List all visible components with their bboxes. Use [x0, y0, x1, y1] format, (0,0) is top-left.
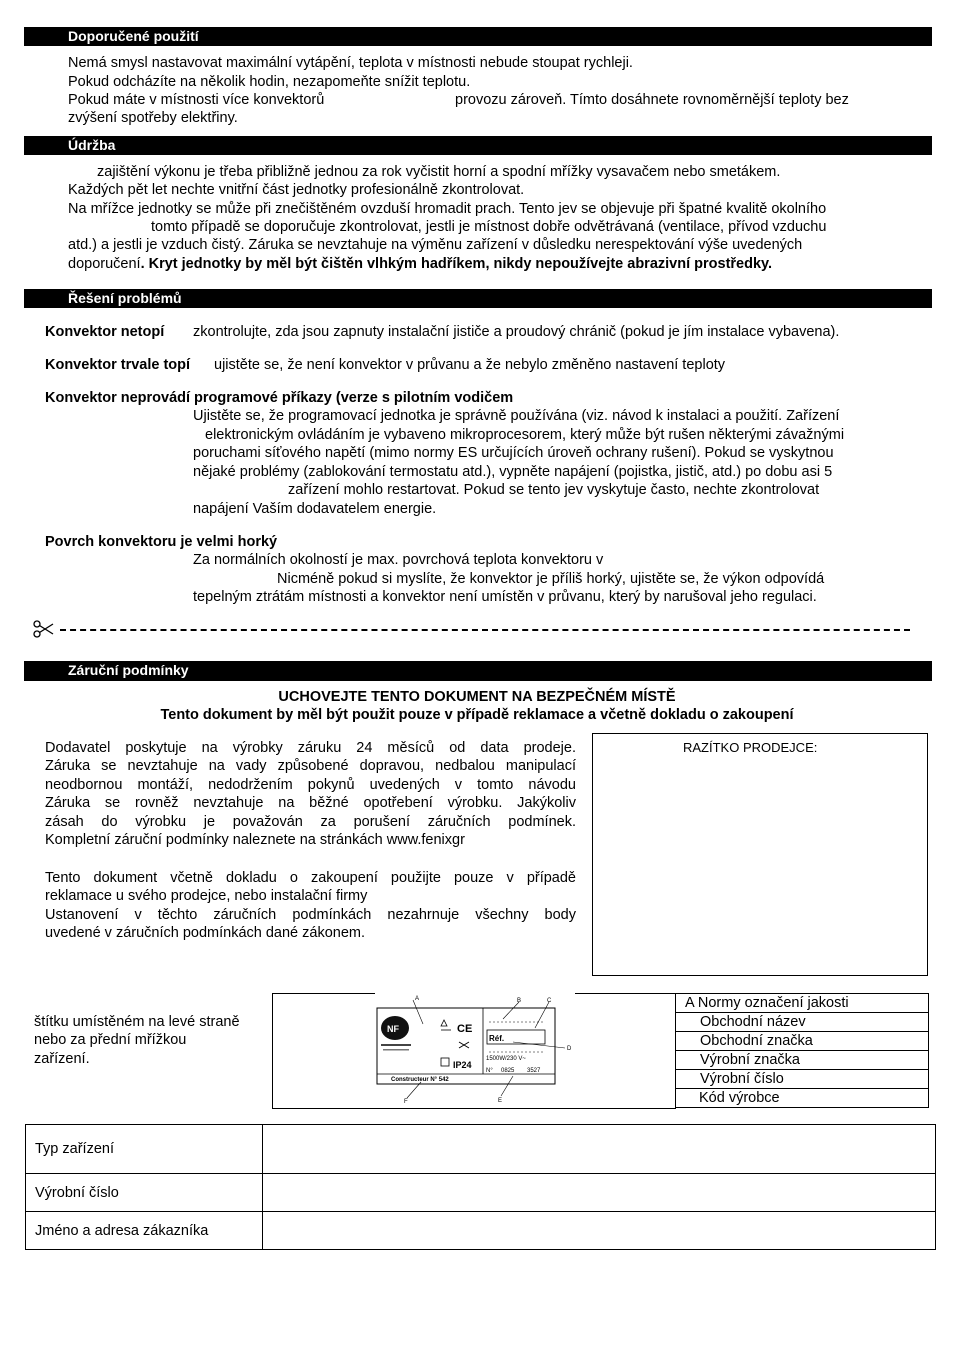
form-field-serial-number[interactable] — [263, 1174, 936, 1212]
warranty-heading-2: Tento dokument by měl být použit pouze v případě reklamace a včetně dokladu o zakoupení — [160, 707, 794, 723]
problem-3-line-6: napájení Vaším dodavatelem energie. — [193, 501, 437, 517]
plate-letter-d: D — [567, 1046, 572, 1052]
legend-item-c: Obchodní značka — [676, 1032, 929, 1051]
maintenance-line-6 — [68, 255, 772, 273]
legend-item-e: Výrobní číslo — [676, 1070, 929, 1089]
plate-nf-mark: NF — [387, 1024, 399, 1034]
warranty-p1-line-5: zásah do výrobku je považován za porušení záručních podmínek. — [45, 814, 576, 830]
label-note-line-2: nebo za přední mřížkou — [34, 1032, 187, 1048]
warranty-p2-line-4: uvedené v záručních podmínkách dané zákonem. — [45, 925, 366, 941]
problem-4-line-1: Za normálních okolností je max. povrchová teplota konvektoru v — [193, 552, 604, 568]
section-header-usage: Doporučené použití — [24, 27, 932, 46]
warranty-p1-line-4: Záruka se rovněž nevztahuje na běžné opotřebení výrobku. Jakýkoliv — [45, 795, 576, 811]
dealer-stamp-label: RAZÍTKO PRODEJCE: — [683, 740, 818, 755]
label-note-line-3: zařízení. — [34, 1051, 90, 1067]
form-label-customer: Jméno a adresa zákazníka — [26, 1212, 263, 1250]
plate-legend-table — [675, 993, 929, 1108]
usage-line-2: Pokud odcházíte na několik hodin, nezapomeňte snížit teplotu. — [68, 74, 471, 90]
form-field-device-type[interactable] — [263, 1125, 936, 1174]
problem-2-text: ujistěte se, že není konvektor v průvanu a že nebylo změněno nastavení teploty — [214, 357, 726, 373]
maintenance-line-4: tomto případě se doporučuje zkontrolovat, jestli je místnost dobře odvětrávaná (ventilace, přívod vzduchu — [151, 219, 827, 235]
usage-line-3b: provozu zároveň. Tímto dosáhnete rovnoměrnější teploty bez — [455, 92, 849, 108]
form-label-serial-number: Výrobní číslo — [26, 1174, 263, 1212]
rating-plate-illustration — [273, 994, 675, 1108]
rating-plate-figure — [272, 993, 676, 1109]
plate-power: 1500W/230 V~ — [486, 1056, 526, 1062]
maintenance-line-6-text: doporučení — [68, 256, 141, 272]
legend-item-b: Obchodní název — [676, 1013, 929, 1032]
warranty-p1-line-6: Kompletní záruční podmínky naleznete na stránkách www.fenixgr — [45, 832, 465, 848]
problem-2-heading: Konvektor trvale topí — [45, 357, 191, 373]
warranty-underline — [24, 680, 932, 681]
problem-3-heading: Konvektor neprovádí programové příkazy (verze s pilotním vodičem — [45, 390, 514, 406]
plate-serial-prefix: N° — [486, 1068, 493, 1074]
plate-ce-mark: CE — [457, 1023, 473, 1035]
legend-item-f: Kód výrobce — [676, 1089, 929, 1108]
problem-1-text: zkontrolujte, zda jsou zapnuty instalační jističe a proudový chránič (pokud je jím instalace vybavena). — [193, 324, 840, 340]
maintenance-line-1: zajištění výkonu je třeba přibližně jednou za rok vyčistit horní a spodní mřížky vysavačem nebo smetákem. — [97, 164, 781, 180]
problem-3-line-1: Ujistěte se, že programovací jednotka je správně používána (viz. návod k instalaci a použití. Zařízení — [193, 408, 840, 424]
problem-4-heading: Povrch konvektoru je velmi horký — [45, 534, 278, 550]
label-note-line-1: štítku umístěném na levé straně — [34, 1014, 240, 1030]
plate-serial-1: 0825 — [501, 1068, 515, 1074]
problem-1-heading: Konvektor netopí — [45, 324, 165, 340]
problem-3-line-2: elektronickým ovládáním je vybaveno mikroprocesorem, který může být rušen některými závažnými — [205, 427, 845, 443]
cut-line — [60, 629, 910, 631]
warranty-p2-line-2: reklamace u svého prodejce, nebo instalační firmy — [45, 888, 368, 904]
warranty-p1-line-2: Záruka se nevztahuje na vady způsobené dopravou, nedbalou manipulací — [45, 758, 576, 774]
legend-item-a: A Normy označení jakosti — [676, 994, 929, 1013]
problem-3-line-3: poruchami síťového napětí (mimo normy ES určujících úroveň ochrany rušení). Pokud se vyskytnou — [193, 445, 834, 461]
plate-serial-2: 3527 — [527, 1068, 541, 1074]
plate-letter-a: A — [415, 996, 420, 1002]
maintenance-line-5: atd.) a jestli je vzduch čistý. Záruka se nevztahuje na výměnu zařízení v důsledku nerespektování výše uvedených — [68, 237, 803, 253]
warranty-p2-line-1: Tento dokument včetně dokladu o zakoupení použijte pouze v případě — [45, 870, 576, 886]
warranty-p1-line-1: Dodavatel poskytuje na výrobky záruku 24 měsíců od data prodeje. — [45, 740, 576, 756]
scissors-icon — [33, 620, 55, 638]
plate-letter-e: E — [498, 1098, 503, 1104]
problem-3-line-4: nějaké problémy (zablokování termostatu atd.), vypněte napájení (pojistka, jistič, atd.) po dobu asi 5 — [193, 464, 833, 480]
maintenance-line-3: Na mřížce jednotky se může při znečištěném ovzduší hromadit prach. Tento jev se objevuje při špatné kvalitě okolního — [68, 201, 827, 217]
plate-ip-rating: IP24 — [453, 1060, 472, 1070]
plate-letter-b: B — [517, 998, 522, 1004]
section-header-maintenance: Údržba — [24, 136, 932, 155]
usage-line-3a: Pokud máte v místnosti více konvektorů — [68, 92, 325, 108]
dealer-stamp-box[interactable] — [592, 733, 928, 976]
maintenance-bold-note: . Kryt jednotky by měl být čištěn vlhkým hadříkem, nikdy nepoužívejte abrazivní prostředky. — [140, 256, 773, 272]
section-header-warranty: Záruční podmínky — [24, 661, 932, 680]
warranty-p2-line-3: Ustanovení v těchto záručních podmínkách nezahrnuje všechny body — [45, 907, 576, 923]
plate-letter-c: C — [547, 998, 552, 1004]
plate-letter-f: F — [404, 1099, 408, 1105]
legend-item-d: Výrobní značka — [676, 1051, 929, 1070]
section-header-troubleshooting: Řešení problémů — [24, 289, 932, 308]
usage-line-4: zvýšení spotřeby elektřiny. — [68, 110, 238, 126]
problem-4-line-2: Nicméně pokud si myslíte, že konvektor je příliš horký, ujistěte se, že výkon odpovídá — [277, 571, 825, 587]
form-label-device-type: Typ zařízení — [26, 1125, 263, 1174]
form-field-customer[interactable] — [263, 1212, 936, 1250]
plate-ref: Réf. — [489, 1034, 505, 1043]
warranty-heading-1: UCHOVEJTE TENTO DOKUMENT NA BEZPEČNÉM MÍSTĚ — [278, 689, 676, 705]
maintenance-line-2: Každých pět let nechte vnitřní část jednotky profesionálně zkontrolovat. — [68, 182, 525, 198]
warranty-form-table — [25, 1124, 936, 1250]
problem-3-line-5: zařízení mohlo restartovat. Pokud se tento jev vyskytuje často, nechte zkontrolovat — [288, 482, 820, 498]
warranty-p1-line-3: neodbornou montáží, nedodržením pokynů uvedených v tomto návodu — [45, 777, 576, 793]
plate-constructeur: Constructeur N° 542 — [391, 1077, 449, 1083]
usage-line-1: Nemá smysl nastavovat maximální vytápění, teplota v místnosti nebude stoupat rychleji. — [68, 55, 633, 71]
problem-4-line-3: tepelným ztrátám místnosti a konvektor není umístěn v průvanu, který by narušoval jeho regulaci. — [193, 589, 817, 605]
